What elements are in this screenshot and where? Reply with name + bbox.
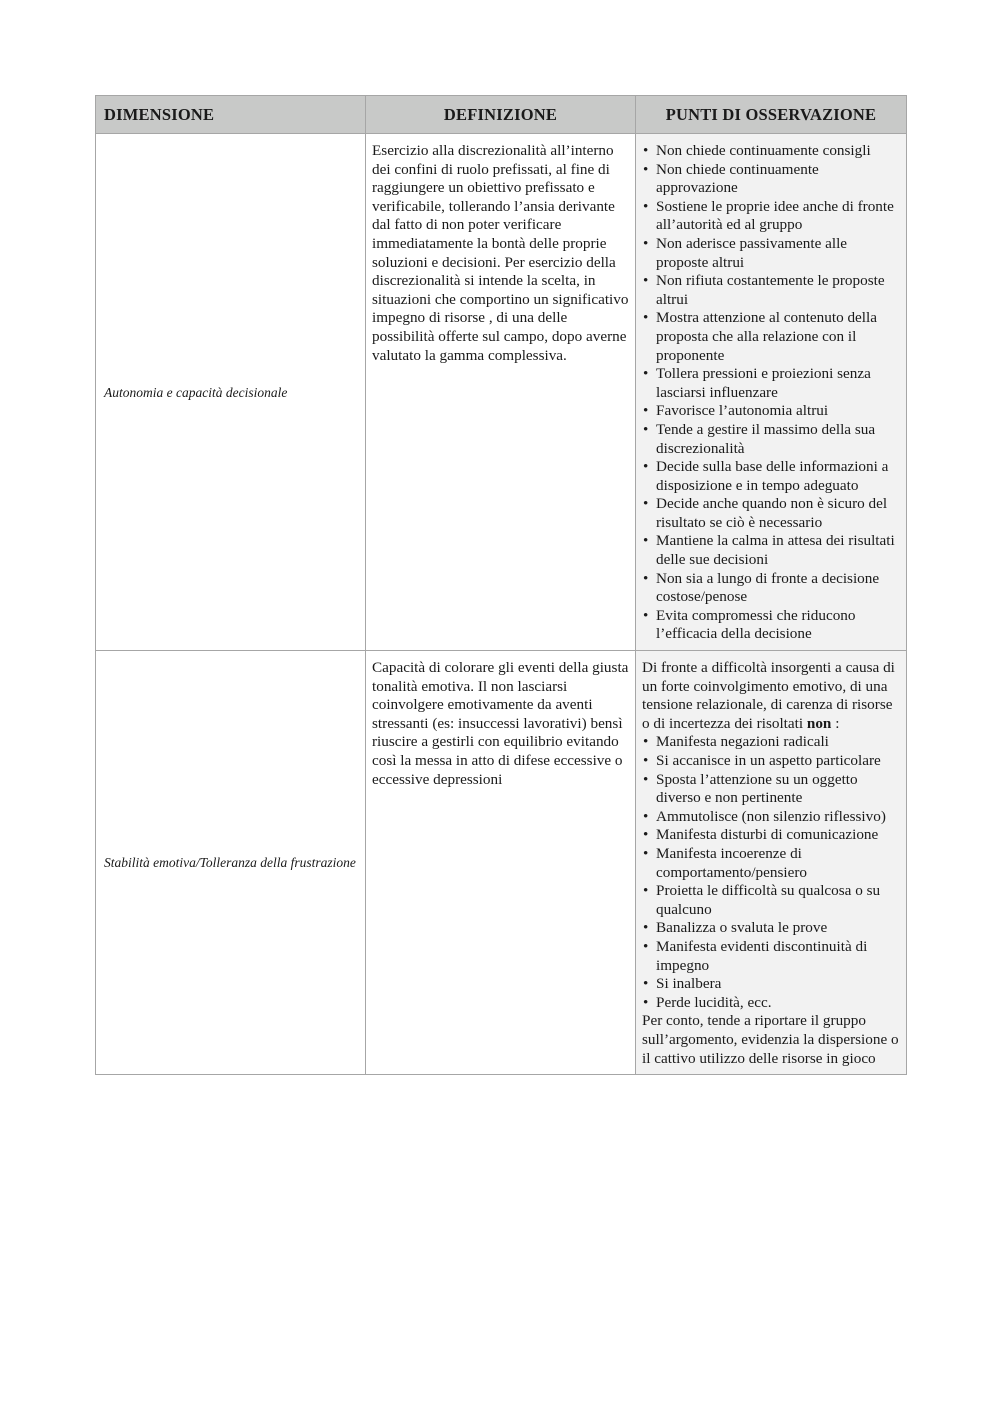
list-item: • Mostra attenzione al contenuto della proposta che alla relazione con il proponente bbox=[642, 309, 900, 365]
list-item: • Manifesta negazioni radicali bbox=[642, 733, 900, 752]
header-punti-di-osservazione: PUNTI DI OSSERVAZIONE bbox=[636, 96, 907, 134]
observation-outro: Per conto, tende a riportare il gruppo sull’argomento, evidenzia la dispersione o il cattivo utilizzo delle risorse in gioco bbox=[642, 1012, 899, 1067]
competency-table bbox=[95, 95, 907, 1075]
list-item: • Evita compromessi che riducono l’efficacia della decisione bbox=[642, 607, 900, 644]
observation-intro-end: : bbox=[831, 714, 840, 732]
list-item: • Sposta l’attenzione su un oggetto diverso e non pertinente bbox=[642, 771, 900, 808]
table-row bbox=[96, 134, 907, 651]
list-item: • Si inalbera bbox=[642, 975, 900, 994]
observation-intro-text: Di fronte a difficoltà insorgenti a causa di un forte coinvolgimento emotivo, di una tensione relazionale, di carenza di risorse o di incertezza dei risoltati bbox=[642, 659, 895, 732]
observation-intro-bold: non bbox=[806, 714, 832, 732]
list-item: • Si accanisce in un aspetto particolare bbox=[642, 752, 900, 771]
definition-cell: Esercizio alla discrezionalità all’interno dei confini di ruolo prefissati, al fine di raggiungere un obiettivo prefissato e verificabile, tollerando l’ansia derivante dal fatto di non poter verificare immediatamente la bontà delle proprie soluzioni e decisioni. Per esercizio della discrezionalità si intende la scelta, in situazioni che comportino un significativo impegno di risorse , di una delle possibilità offerte sul campo, dopo averne valutato la gamma complessiva. bbox=[366, 134, 636, 651]
observation-list bbox=[642, 733, 900, 1012]
list-item: • Ammutolisce (non silenzio riflessivo) bbox=[642, 808, 900, 827]
list-item: • Non aderisce passivamente alle proposte altrui bbox=[642, 235, 900, 272]
definition-cell: Capacità di colorare gli eventi della giusta tonalità emotiva. Il non lasciarsi coinvolgere emotivamente da aventi stressanti (es: insuccessi lavorativi) bensì riuscire a gestirli con equilibrio evitando così la messa in atto di difese eccessive o eccessive depressioni bbox=[366, 651, 636, 1075]
list-item: • Non sia a lungo di fronte a decisione costose/penose bbox=[642, 570, 900, 607]
list-item: • Sostiene le proprie idee anche di fronte all’autorità ed al gruppo bbox=[642, 198, 900, 235]
dimension-cell: Autonomia e capacità decisionale bbox=[96, 134, 366, 651]
list-item: • Decide anche quando non è sicuro del risultato se ciò è necessario bbox=[642, 495, 900, 532]
list-item: • Non rifiuta costantemente le proposte altrui bbox=[642, 272, 900, 309]
list-item: • Decide sulla base delle informazioni a disposizione e in tempo adeguato bbox=[642, 458, 900, 495]
observation-list bbox=[642, 142, 900, 644]
list-item: • Manifesta incoerenze di comportamento/pensiero bbox=[642, 845, 900, 882]
observation-intro bbox=[642, 659, 900, 733]
header-dimensione: DIMENSIONE bbox=[96, 96, 366, 134]
list-item: • Manifesta evidenti discontinuità di impegno bbox=[642, 938, 900, 975]
observation-cell bbox=[636, 134, 907, 651]
header-definizione: DEFINIZIONE bbox=[366, 96, 636, 134]
list-item: • Manifesta disturbi di comunicazione bbox=[642, 826, 900, 845]
list-item: • Banalizza o svaluta le prove bbox=[642, 919, 900, 938]
list-item: • Mantiene la calma in attesa dei risultati delle sue decisioni bbox=[642, 532, 900, 569]
list-item: • Tende a gestire il massimo della sua discrezionalità bbox=[642, 421, 900, 458]
list-item: • Tollera pressioni e proiezioni senza lasciarsi influenzare bbox=[642, 365, 900, 402]
list-item: • Non chiede continuamente approvazione bbox=[642, 161, 900, 198]
list-item: • Proietta le difficoltà su qualcosa o su qualcuno bbox=[642, 882, 900, 919]
dimension-cell: Stabilità emotiva/Tolleranza della frustrazione bbox=[96, 651, 366, 1075]
header-row bbox=[96, 96, 907, 134]
table-row bbox=[96, 651, 907, 1075]
list-item: • Favorisce l’autonomia altrui bbox=[642, 402, 900, 421]
list-item: • Perde lucidità, ecc. bbox=[642, 994, 900, 1013]
observation-cell bbox=[636, 651, 907, 1075]
list-item: • Non chiede continuamente consigli bbox=[642, 142, 900, 161]
